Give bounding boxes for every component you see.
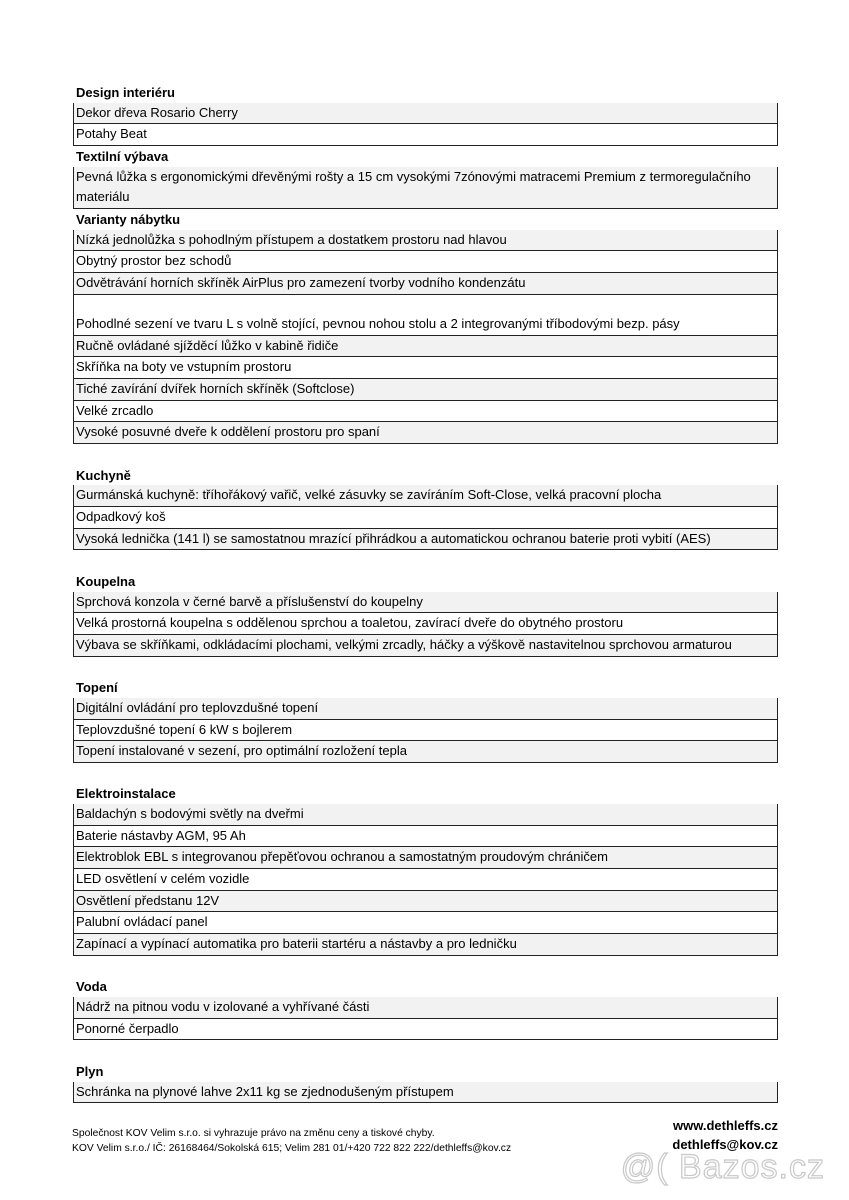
section — [73, 976, 778, 1040]
table-row — [73, 230, 778, 252]
section-spacer — [73, 763, 778, 784]
table-row — [73, 103, 778, 125]
row-text: Baterie nástavby AGM, 95 Ah — [76, 827, 246, 843]
section — [73, 1061, 778, 1103]
section-heading: Voda — [76, 979, 107, 995]
row-text: Výbava se skříňkami, odkládacími plochami, velkými zrcadly, háčky a výškově nastavitelnou sprchovou armaturou — [76, 636, 732, 652]
section — [73, 465, 778, 551]
section — [73, 82, 778, 146]
row-text: Nízká jednolůžka s pohodlným přístupem a dostatkem prostoru nad hlavou — [76, 231, 507, 247]
table-row — [73, 357, 778, 379]
row-text: Osvětlení předstanu 12V — [76, 892, 220, 908]
row-text: Baldachýn s bodovými světly na dveřmi — [76, 806, 304, 822]
row-text: Vysoká lednička (141 l) se samostatnou mrazící přihrádkou a automatickou ochranou baterie proti vybití (AES) — [76, 530, 711, 546]
footer-left — [72, 1126, 511, 1156]
row-text: Topení instalované v sezení, pro optimální rozložení tepla — [76, 743, 407, 759]
website-link[interactable]: www.dethleffs.cz — [673, 1118, 778, 1133]
row-text: Nádrž na pitnou vodu v izolované a vyhřívané části — [76, 999, 370, 1014]
table-row — [73, 934, 778, 956]
row-text: Tiché zavírání dvířek horních skříněk (Softclose) — [76, 381, 355, 397]
table-row — [73, 804, 778, 826]
row-text: Teplovzdušné topení 6 kW s bojlerem — [76, 721, 293, 737]
table-row — [73, 592, 778, 614]
table-row — [73, 251, 778, 273]
footer-contact: KOV Velim s.r.o./ IČ: 26168464/Sokolská 615; Velim 281 01/+420 722 822 222/dethleffs@kov.cz — [72, 1143, 512, 1154]
table-row — [73, 422, 778, 444]
table-row — [73, 273, 778, 295]
section-spacer — [73, 550, 778, 571]
table-row — [73, 379, 778, 401]
section-spacer — [73, 956, 778, 977]
table-row — [73, 720, 778, 742]
table-row — [73, 401, 778, 423]
row-text: Potahy Beat — [76, 126, 147, 142]
row-text: Dekor dřeva Rosario Cherry — [76, 104, 238, 120]
row-text: Gurmánská kuchyně: tříhořákový vařič, velké zásuvky se zavíráním Soft-Close, velká pracovní plocha — [76, 487, 662, 503]
table-row — [73, 869, 778, 891]
table-row — [73, 336, 778, 358]
row-text: Elektroblok EBL s integrovanou přepěťovou ochranou a samostatným proudovým chráničem — [76, 849, 608, 865]
table-row — [73, 529, 778, 551]
section-heading: Varianty nábytku — [76, 211, 181, 227]
table-row — [73, 167, 778, 209]
row-text: Digitální ovládání pro teplovzdušné topení — [76, 699, 319, 715]
section — [73, 677, 778, 763]
table-row — [73, 635, 778, 657]
section-spacer — [73, 444, 778, 465]
table-row — [73, 698, 778, 720]
table-row — [73, 124, 778, 146]
table-row — [73, 1019, 778, 1041]
row-text: Sprchová konzola v černé barvě a příslušenství do koupelny — [76, 593, 423, 609]
section-heading: Plyn — [76, 1063, 104, 1079]
section — [73, 209, 778, 444]
equipment-list — [73, 82, 778, 1103]
table-row — [73, 826, 778, 848]
row-text: Palubní ovládací panel — [76, 914, 208, 930]
table-row — [73, 997, 778, 1019]
section-heading: Koupelna — [76, 573, 136, 589]
row-text: Velká prostorná koupelna s oddělenou sprchou a toaletou, zavírací dveře do obytného prostoru — [76, 615, 624, 631]
table-row — [73, 741, 778, 763]
row-text: Schránka na plynové lahve 2x11 kg se zjednodušeným přístupem — [76, 1083, 454, 1099]
row-text: Odpadkový koš — [76, 509, 166, 525]
row-text: Ponorné čerpadlo — [76, 1020, 179, 1036]
section-heading: Design interiéru — [76, 85, 175, 100]
row-text: Ručně ovládané sjížděcí lůžko v kabině řidiče — [76, 337, 339, 353]
table-row — [73, 295, 778, 336]
section-heading: Elektroinstalace — [76, 786, 176, 802]
section-heading: Kuchyně — [76, 467, 131, 483]
table-row — [73, 485, 778, 507]
footer-disclaimer: Společnost KOV Velim s.r.o. si vyhrazuje právo na změnu ceny a tiskové chyby. — [72, 1128, 435, 1139]
row-text: Skříňka na boty ve vstupním prostoru — [76, 359, 292, 375]
row-text: LED osvětlení v celém vozidle — [76, 871, 250, 887]
table-row — [73, 613, 778, 635]
row-text: Odvětrávání horních skříněk AirPlus pro zamezení tvorby vodního kondenzátu — [76, 274, 526, 290]
bazos-watermark: @( Bazos.cz — [620, 1148, 825, 1186]
section — [73, 571, 778, 657]
table-row — [73, 1082, 778, 1104]
email-link[interactable]: dethleffs@kov.cz — [672, 1137, 778, 1152]
row-text: Obytný prostor bez schodů — [76, 253, 232, 269]
row-text: Velké zrcadlo — [76, 402, 154, 418]
table-row — [73, 891, 778, 913]
section-heading: Textilní výbava — [76, 148, 169, 164]
row-text: Zapínací a vypínací automatika pro baterii startéru a nástavby a pro ledničku — [76, 936, 517, 952]
table-row — [73, 507, 778, 529]
row-text: Pevná lůžka s ergonomickými dřevěnými rošty a 15 cm vysokými 7zónovými matracemi Premium z termoregulačního materiálu — [76, 168, 751, 205]
section — [73, 783, 778, 955]
table-row — [73, 912, 778, 934]
row-text: Vysoké posuvné dveře k oddělení prostoru pro spaní — [76, 424, 380, 440]
section-spacer — [73, 657, 778, 678]
table-row — [73, 847, 778, 869]
section-heading: Topení — [76, 680, 118, 696]
section-spacer — [73, 1040, 778, 1061]
row-text: Pohodlné sezení ve tvaru L s volně stojící, pevnou nohou stolu a 2 integrovanými tříbodovými bezp. pásy — [76, 316, 680, 332]
section — [73, 146, 778, 209]
